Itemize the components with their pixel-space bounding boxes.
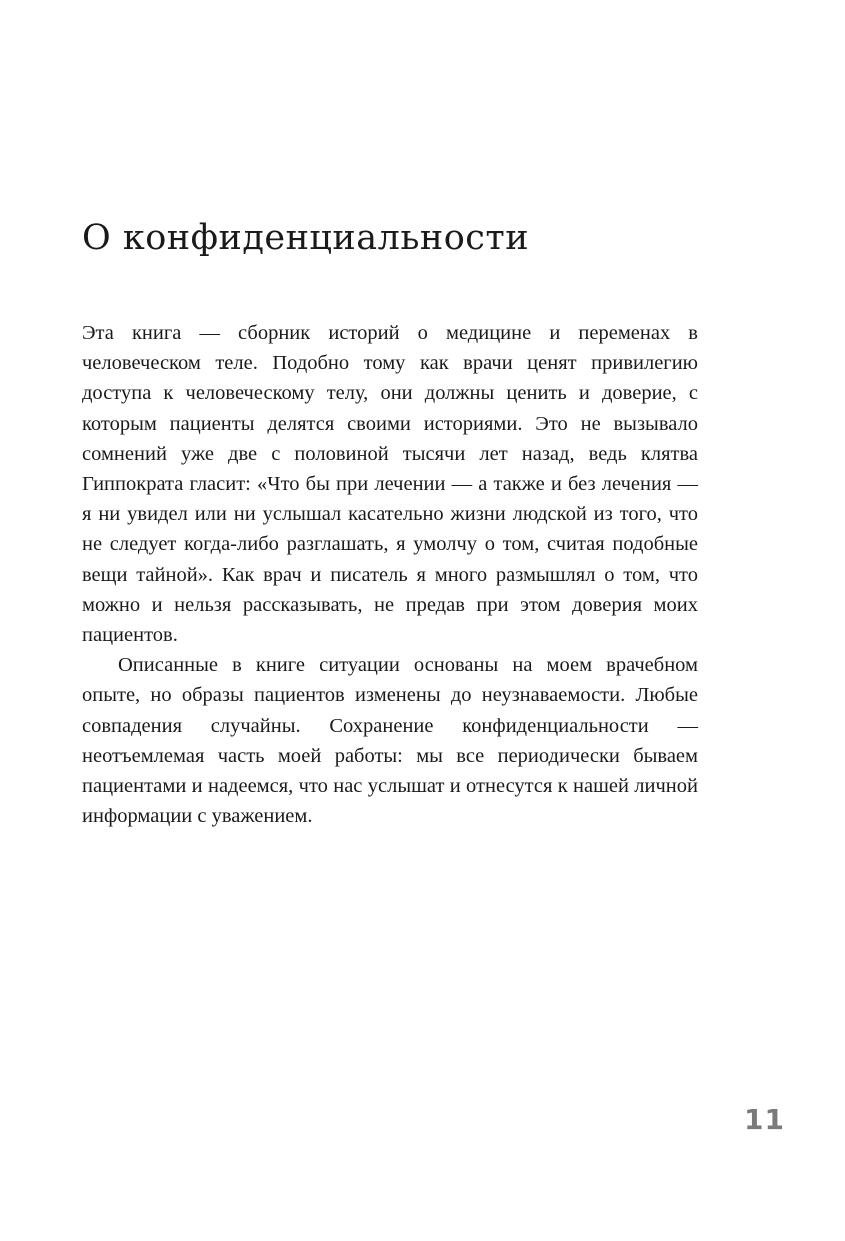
- page-number: 11: [744, 1103, 785, 1136]
- section-title: О конфиденциальности: [82, 218, 530, 258]
- body-text: [82, 318, 698, 831]
- paragraph-2: Описанные в книге ситуации основаны на моем врачебном опыте, но образы пациентов изменены до неузнаваемости. Любые совпадения случайны. Сохранение конфиденциальности — неотъемлемая часть моей работы: мы все периодически бываем пациентами и надеемся, что нас услышат и отнесутся к нашей личной информации с уважением.: [82, 654, 698, 828]
- paragraph-1: Эта книга — сборник историй о медицине и переменах в человеческом теле. Подобно тому как врачи ценят привилегию доступа к человеческому телу, они должны ценить и доверие, с которым пациенты делятся своими историями. Это не вызывало сомнений уже две с половиной тысячи лет назад, ведь клятва Гиппократа гласит: «Что бы при лечении — а также и без лечения — я ни увидел или ни услышал касательно жизни людской из того, что не следует когда-либо разглашать, я умолчу о том, считая подобные вещи тайной». Как врач и писатель я много размышлял о том, что можно и нельзя рассказывать, не предав при этом доверия моих пациентов.: [82, 322, 698, 647]
